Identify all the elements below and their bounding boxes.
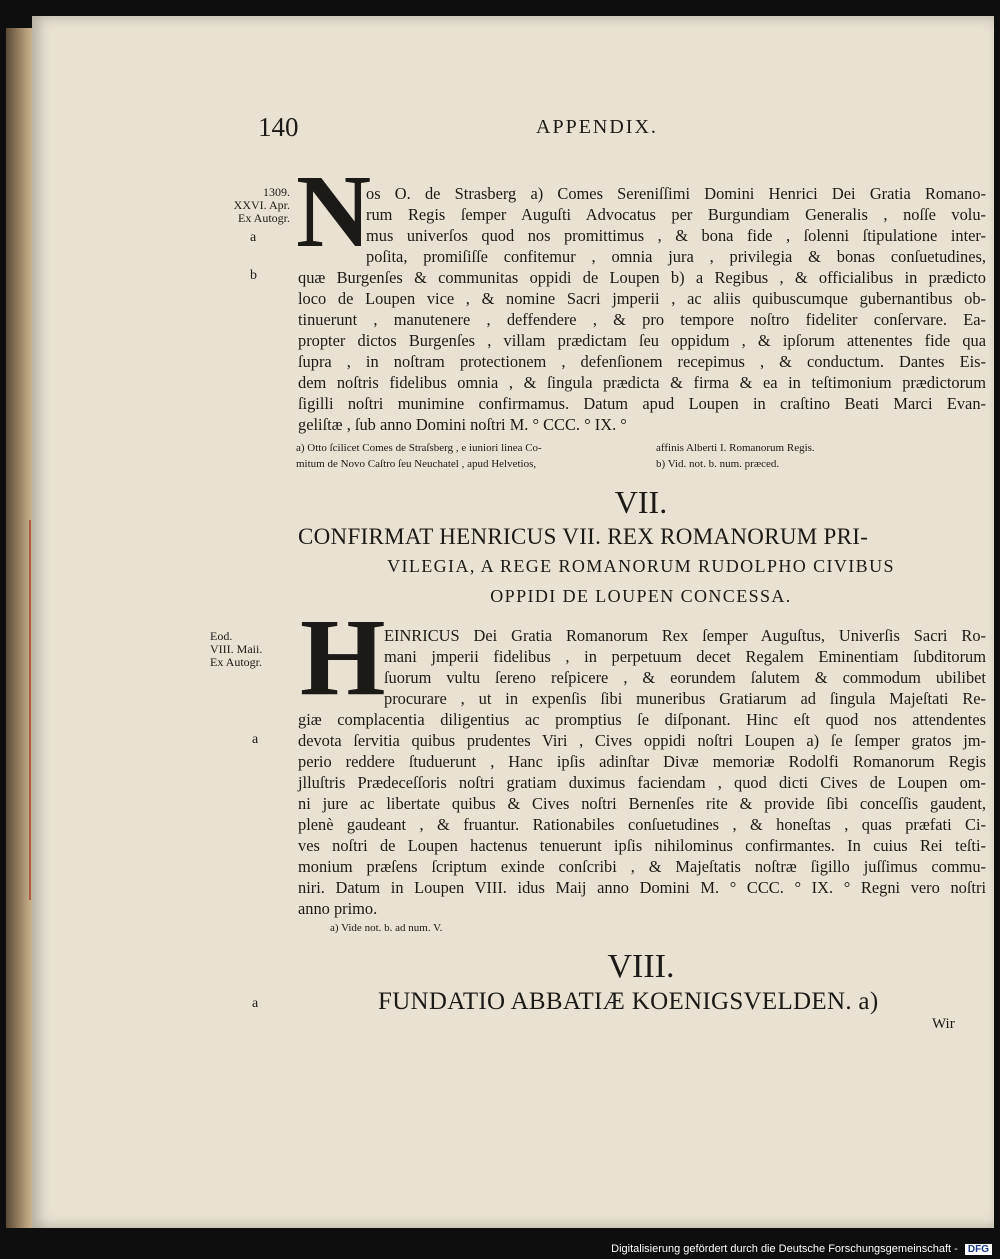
text-line: procurare , ut in expenſis ſibi muneribus Gratiarum ad ſingula Majeſtati Re- <box>384 689 986 708</box>
text-line: mani jmperii fidelibus , in perpetuum decet Regalem Eminentiam ſubditorum <box>384 647 986 666</box>
text-line: mus univerſos quod nos promittimus , & bona fide , ſolenni ſtipulatione inter- <box>366 226 986 245</box>
margin-letter: a <box>250 230 257 245</box>
text-line: os O. de Strasberg a) Comes Sereniſſimi Domini Henrici Dei Gratia Romano- <box>366 184 986 203</box>
page-number: 140 <box>258 112 299 142</box>
footnote: a) Otto ſcilicet Comes de Straſsberg , e iuniori linea Co- <box>296 442 542 454</box>
text-line: ſupra , in noſtram protectionem , defenſionem recepimus , & conductum. Dantes Eis- <box>298 352 986 371</box>
section-number: VII. <box>614 484 668 520</box>
page-edge-mark <box>29 520 31 900</box>
text-line: jlluſtris Prædeceſſoris noſtri gratiam duximus faciendam , quod dicti Cives de Loupen om- <box>298 773 986 792</box>
text-line: dem noſtris fidelibus omnia , & ſingula prædicta & firma & ea in teſtimonium prædictorum <box>298 373 986 392</box>
footnote: a) Vide not. b. ad num. V. <box>330 922 443 934</box>
footnote: b) Vid. not. b. num. præced. <box>656 458 780 470</box>
margin-letter: a <box>252 996 259 1011</box>
text-line: perio reddere ſtuduerunt , Hanc ipſis adinſtar Divæ memoriæ Rodolfi Romanorum Regis <box>298 752 986 771</box>
margin-letter: a <box>252 732 259 747</box>
text-line: ves noſtri de Loupen hactenus tenuerunt ipſis nihilominus confirmantes. In cuius Rei teſti- <box>298 836 986 855</box>
page-header <box>258 112 978 152</box>
text-line: propter dictos Burgenſes , villam prædictam ſeu oppidum , & ipſorum attenentes fide qua <box>298 331 986 350</box>
text-line: geliſtæ , ſub anno Domini noſtri M. ° CCC. ° IX. ° <box>298 415 627 434</box>
text-line: devota ſervitia quibus prudentes Viri , Cives oppidi noſtri Loupen a) ſe ſemper gratos jm- <box>298 731 986 750</box>
text-line: ſuorum vultu ſereno reſpicere , & eorundem ſalutem & commodum ubilibet <box>384 668 986 687</box>
section-title: VILEGIA, A REGE ROMANORUM RUDOLPHO CIVIBUS <box>387 556 895 576</box>
text-line: rum Regis ſemper Auguſti Advocatus per Burgundiam Generalis , noſſe volu- <box>366 205 986 224</box>
footnote: mitum de Novo Caſtro ſeu Neuchatel , apud Helvetios, <box>296 458 537 470</box>
text-line: monium præſens ſcriptum exinde conſcribi , & Majeſtatis noſtræ ſigillo juſſimus commu- <box>298 857 986 876</box>
section-title: OPPIDI DE LOUPEN CONCESSA. <box>490 586 792 606</box>
text-line: plenè gaudeant , & fruantur. Rationabiles conſuetudines , & honeſtas , quas præfati Ci- <box>298 815 986 834</box>
running-head: APPENDIX. <box>536 116 658 138</box>
text-line: ſigilli noſtri munimine confirmamus. Datum apud Loupen in craſtino Beati Marci Evan- <box>298 394 986 413</box>
text-line: poſita, promiſiſſe confitemur , omnia jura , privilegia & bonas conſuetudines, <box>366 247 986 266</box>
dfg-logo: DFG <box>965 1244 992 1255</box>
section-title: FUNDATIO ABBATIÆ KOENIGSVELDEN. a) <box>378 988 879 1015</box>
text-line: tinuerunt , manutenere , deffendere , & pro tempore noſtro fideliter conſervare. Ea- <box>298 310 986 329</box>
margin-note-date-2: Eod. VIII. Maii. Ex Autogr. <box>210 629 263 669</box>
text-line: ni jure ac libertate quibus & Cives noſtri Bernenſes rite & provide ſibi conceſſis gaudent, <box>298 794 986 813</box>
text-line: niri. Datum in Loupen VIII. idus Maij anno Domini M. ° CCC. ° IX. ° Regni vero noſtri <box>298 878 986 897</box>
text-line: quæ Burgenſes & communitas oppidi de Loupen b) a Regibus , & officialibus in prædicto <box>298 268 986 287</box>
margin-note-date-1: 1309. XXVI. Apr. Ex Autogr. <box>233 185 290 225</box>
text-line: EINRICUS Dei Gratia Romanorum Rex ſemper Auguſtus, Univerſis Sacri Ro- <box>384 626 986 645</box>
digitization-credit: Digitalisierung gefördert durch die Deutsche Forschungsgemeinschaft - DFG <box>611 1243 992 1255</box>
section-title: CONFIRMAT HENRICUS VII. REX ROMANORUM PRI- <box>298 524 869 549</box>
footnote: affinis Alberti I. Romanorum Regis. <box>656 442 815 454</box>
text-line: anno primo. <box>298 899 378 918</box>
catchword: Wir <box>932 1016 955 1032</box>
text-line: loco de Loupen vice , & nomine Sacri jmperii , ac aliis quibuscumque gubernantibus ob- <box>298 289 986 308</box>
margin-letter: b <box>250 268 257 283</box>
section-number: VIII. <box>607 948 675 985</box>
drop-cap-n: N <box>296 154 372 269</box>
text-line: giæ complacentia diligentius ac promptius ſe diſponant. Hinc eſt quod nos attendentes <box>298 710 986 729</box>
drop-cap-h: H <box>300 596 386 718</box>
